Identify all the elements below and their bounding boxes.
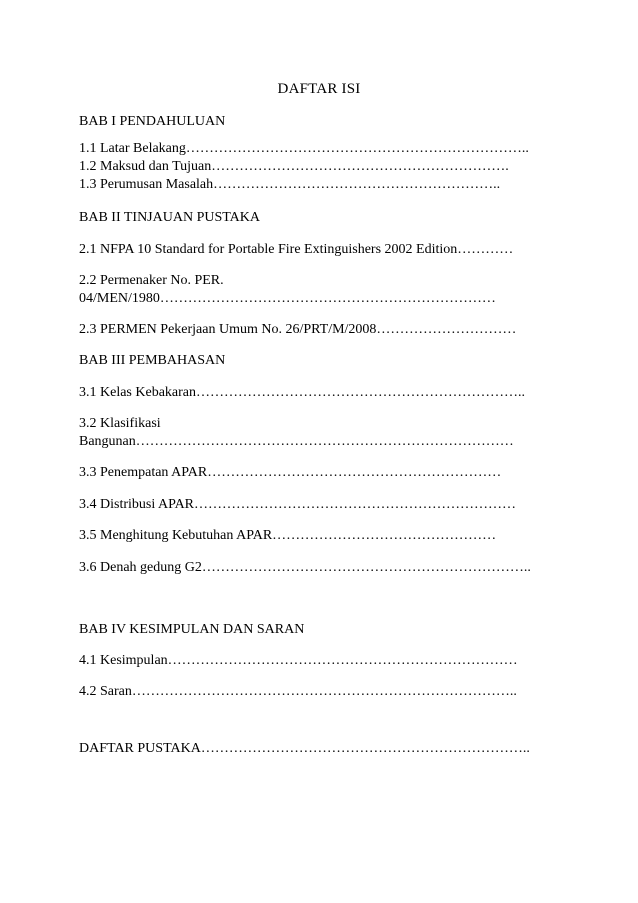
toc-line-3-2-a: 3.2 Klasifikasi: [79, 416, 161, 431]
toc-line-3-1: 3.1 Kelas Kebakaran……………………………………………………………..: [79, 385, 526, 400]
toc-line-bab-3: BAB III PEMBAHASAN: [79, 353, 226, 368]
toc-title: DAFTAR ISI: [277, 81, 361, 97]
toc-line-3-2-b: Bangunan………………………………………………………………………: [79, 434, 514, 449]
toc-line-3-5: 3.5 Menghitung Kebutuhan APAR…………………………………………: [79, 528, 497, 543]
toc-line-3-3: 3.3 Penempatan APAR………………………………………………………: [79, 465, 502, 480]
toc-line-bab-1: BAB I PENDAHULUAN: [79, 114, 226, 129]
toc-line-1-3: 1.3 Perumusan Masalah……………………………………………………..: [79, 177, 501, 192]
toc-line-bab-2: BAB II TINJAUAN PUSTAKA: [79, 210, 261, 225]
toc-line-2-2-a: 2.2 Permenaker No. PER.: [79, 273, 224, 288]
toc-line-2-1: 2.1 NFPA 10 Standard for Portable Fire Extinguishers 2002 Edition…………: [79, 242, 514, 257]
toc-line-bab-4: BAB IV KESIMPULAN DAN SARAN: [79, 622, 305, 637]
toc-line-4-1: 4.1 Kesimpulan…………………………………………………………………: [79, 653, 518, 668]
toc-line-3-6: 3.6 Denah gedung G2……………………………………………………………..: [79, 560, 531, 575]
toc-line-1-1: 1.1 Latar Belakang………………………………………………………………..: [79, 141, 529, 156]
toc-line-1-2: 1.2 Maksud dan Tujuan……………………………………………………….: [79, 159, 509, 174]
toc-line-daftar-pustaka: DAFTAR PUSTAKA……………………………………………………………..: [79, 741, 530, 756]
toc-line-2-3: 2.3 PERMEN Pekerjaan Umum No. 26/PRT/M/2008…………………………: [79, 322, 517, 337]
toc-line-4-2: 4.2 Saran………………………………………………………………………..: [79, 684, 517, 699]
toc-line-2-2-b: 04/MEN/1980………………………………………………………………: [79, 291, 496, 306]
toc-line-3-4: 3.4 Distribusi APAR……………………………………………………………: [79, 497, 517, 512]
